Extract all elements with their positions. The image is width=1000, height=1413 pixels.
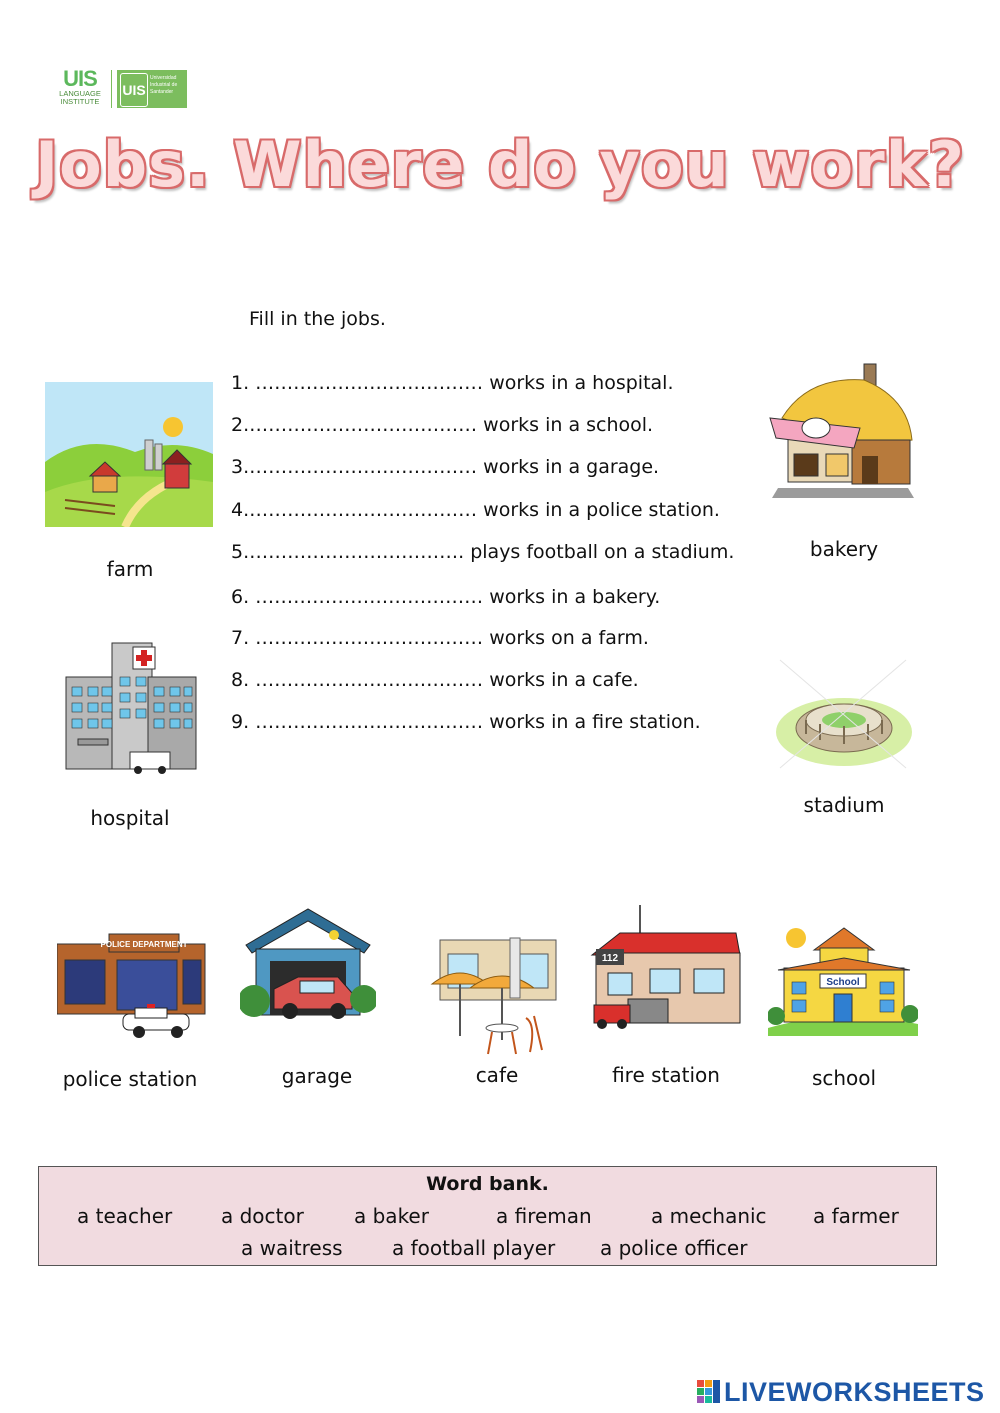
label-police-station: police station	[62, 1067, 198, 1091]
logo-divider	[111, 70, 112, 108]
word-bank	[38, 1166, 937, 1266]
liveworksheets-brand: LIVEWORKSHEETS	[724, 1377, 985, 1407]
liveworksheets-icon	[697, 1380, 721, 1404]
police-station-illustration	[57, 930, 207, 1038]
word-bank-item: a police officer	[600, 1236, 748, 1260]
word-bank-item: a doctor	[221, 1204, 304, 1228]
label-cafe: cafe	[475, 1063, 519, 1087]
word-bank-item: a football player	[392, 1236, 556, 1260]
label-stadium: stadium	[803, 793, 885, 817]
exercise-sentence-7: 7. ……………………………… works on a farm.	[231, 627, 649, 649]
exercise-sentence-4: 4.……………………………… works in a police station.	[231, 499, 720, 521]
word-bank-title: Word bank.	[426, 1173, 549, 1195]
university-mark: UIS	[120, 73, 148, 107]
instruction: Fill in the jobs.	[249, 308, 386, 330]
stadium-illustration	[770, 640, 916, 782]
exercise-sentence-5: 5.……………………………. plays football on a stadium.	[231, 541, 735, 563]
logo-subtitle: LANGUAGE INSTITUTE	[59, 89, 101, 106]
label-garage: garage	[281, 1064, 353, 1088]
farm-illustration	[45, 382, 213, 527]
label-farm: farm	[106, 557, 154, 581]
word-bank-item: a teacher	[77, 1204, 173, 1228]
university-badge	[117, 70, 187, 108]
uis-logo	[55, 68, 190, 110]
fire-station-illustration	[590, 903, 744, 1033]
word-bank-item: a waitress	[241, 1236, 343, 1260]
word-bank-item: a mechanic	[651, 1204, 767, 1228]
exercise-sentence-2: 2.……………………………… works in a school.	[231, 414, 654, 436]
label-hospital: hospital	[90, 806, 170, 830]
garage-illustration	[240, 905, 376, 1027]
word-bank-item: a baker	[354, 1204, 429, 1228]
bakery-illustration	[768, 358, 918, 500]
label-bakery: bakery	[809, 537, 879, 561]
logo-brand: UIS	[63, 66, 97, 91]
exercise-sentence-6: 6. ……………………………… works in a bakery.	[231, 586, 661, 608]
page-title: Jobs. Where do you work?	[35, 128, 965, 201]
school-sign-text: School	[826, 977, 860, 988]
word-bank-item: a farmer	[813, 1204, 899, 1228]
exercise-sentence-1: 1. ……………………………… works in a hospital.	[231, 372, 674, 394]
exercise-sentence-8: 8. ……………………………… works in a cafe.	[231, 669, 639, 691]
school-illustration	[768, 920, 918, 1036]
label-school: school	[811, 1066, 877, 1090]
exercise-sentence-9: 9. ……………………………… works in a fire station.	[231, 711, 701, 733]
university-name: Universidad Industrial de Santander	[150, 75, 178, 95]
word-bank-item: a fireman	[496, 1204, 592, 1228]
label-fire-station: fire station	[612, 1063, 720, 1087]
cafe-illustration	[430, 930, 560, 1058]
exercise-sentence-3: 3.……………………………… works in a garage.	[231, 456, 660, 478]
hospital-illustration	[58, 637, 202, 775]
police-sign-text: POLICE DEPARTMENT	[100, 940, 188, 949]
fire-station-number: 112	[601, 953, 619, 964]
